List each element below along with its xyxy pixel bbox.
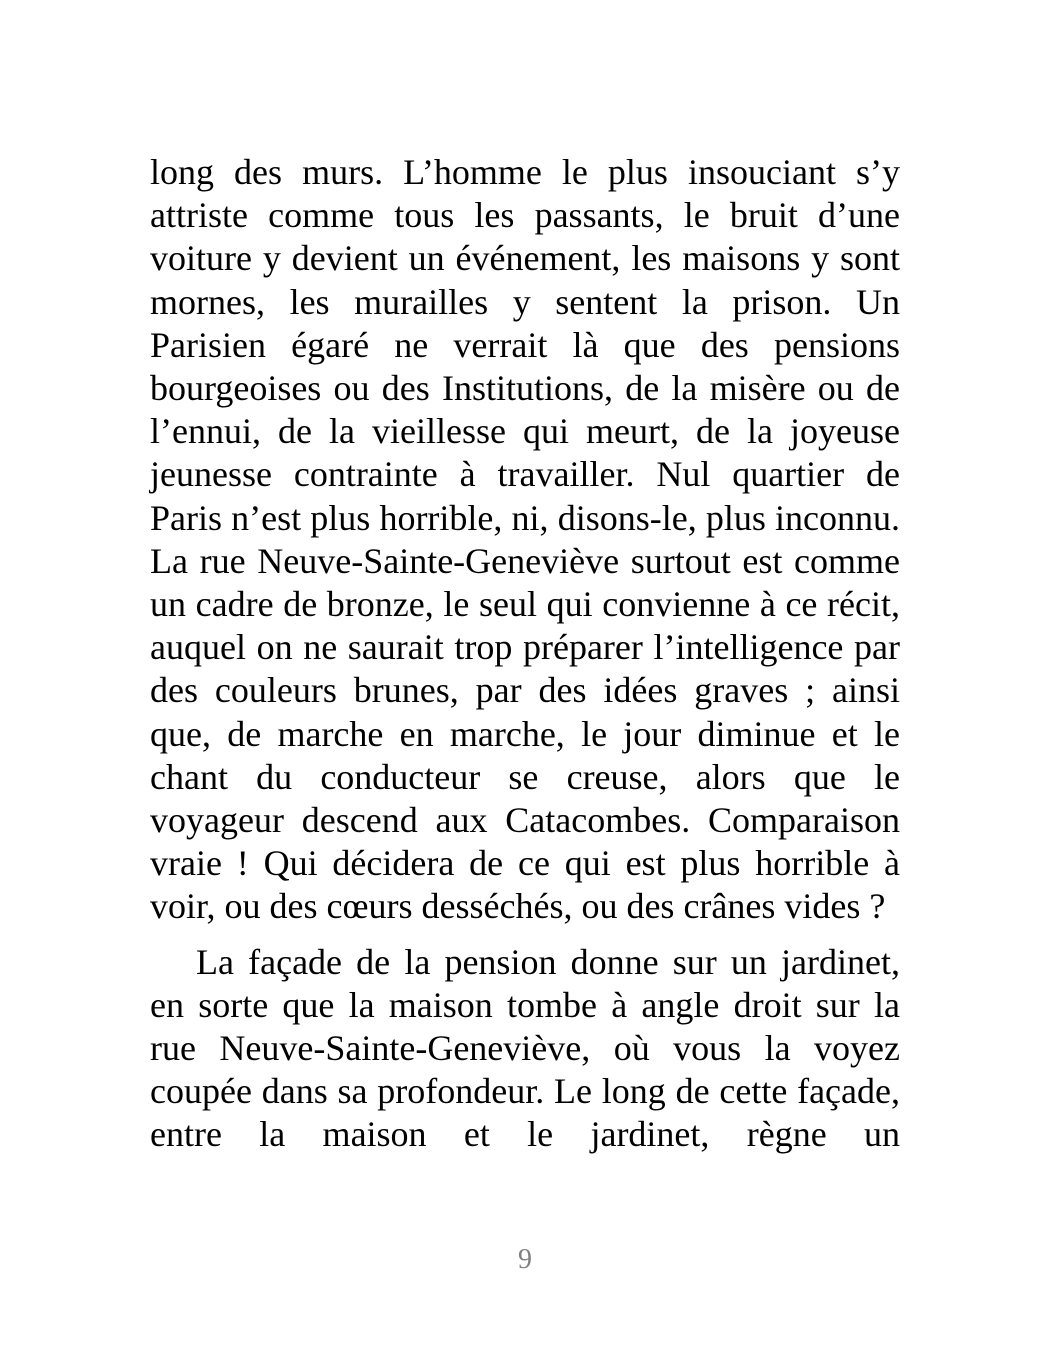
page-body (150, 151, 900, 1157)
paragraph-continued: long des murs. L’homme le plus insouciant s’y attriste comme tous les passants, le bruit d’une voiture y devient un événement, les maisons y sont mornes, les murailles y sentent la prison. Un Parisien égaré ne verrait là que des pensions bourgeoises ou des Institutions, de la misère ou de l’ennui, de la vieillesse qui meurt, de la joyeuse jeunesse contrainte à travailler. Nul quartier de Paris n’est plus horrible, ni, disons-le, plus inconnu. La rue Neuve-Sainte-Geneviève surtout est comme un cadre de bronze, le seul qui convienne à ce récit, auquel on ne saurait trop préparer l’intelligence par des couleurs brunes, par des idées graves ; ainsi que, de marche en marche, le jour diminue et le chant du conducteur se creuse, alors que le voyageur descend aux Catacombes. Comparaison vraie ! Qui décidera de ce qui est plus horrible à voir, ou des cœurs desséchés, ou des crânes vides ? (150, 152, 900, 927)
paragraph-facade: La façade de la pension donne sur un jardinet, en sorte que la maison tombe à angle droit sur la rue Neuve-Sainte-Geneviève, où vous la voyez coupée dans sa profondeur. Le long de cette façade, entre la maison et le jardinet, règne un (150, 941, 900, 1155)
page-number: 9 (518, 1244, 532, 1275)
